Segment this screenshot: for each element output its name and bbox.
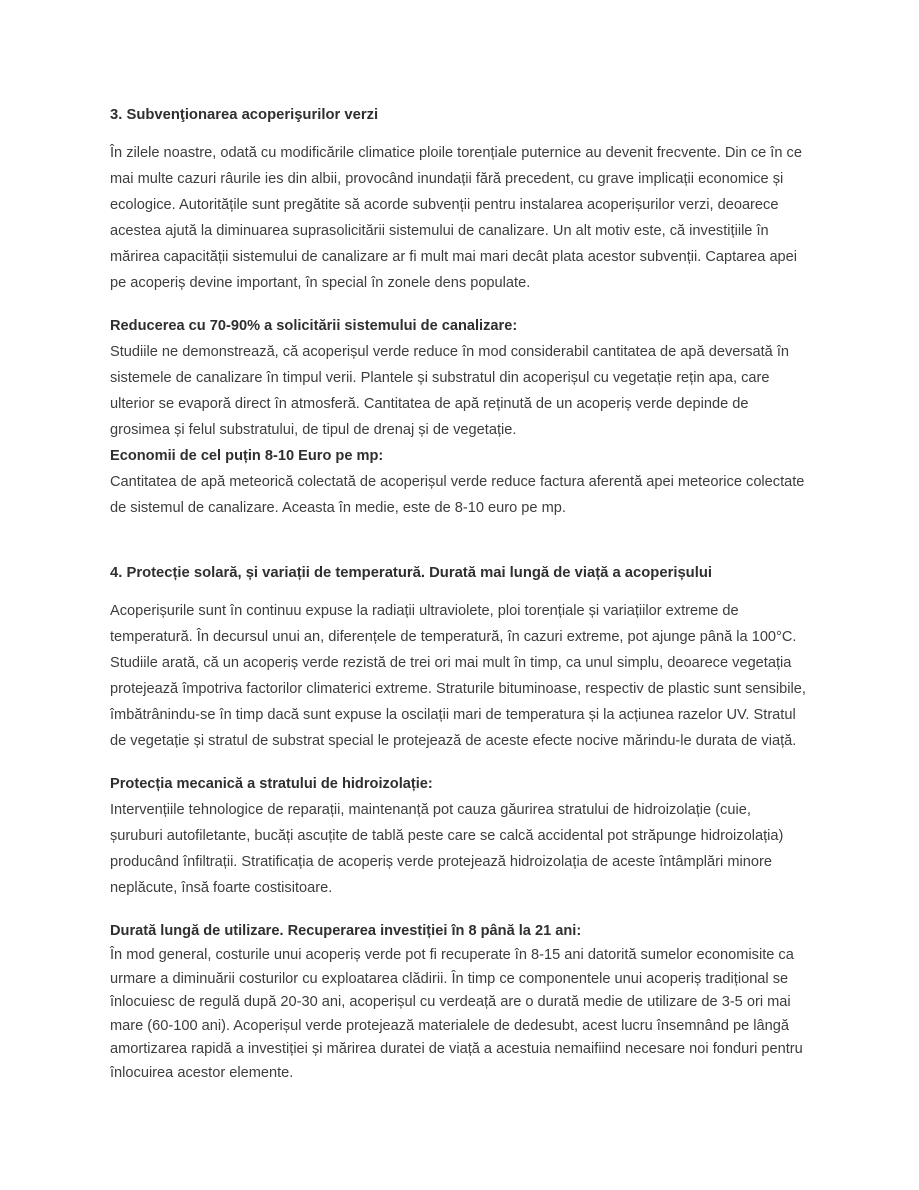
subsection-body: Studiile ne demonstrează, că acoperișul verde reduce în mod considerabil cantitatea de apă deversată în sistemele de canalizare în timpul verii. Plantele și substratul din acoperișul cu vegetație rețin apa, care ulterior se evaporă direct în atmosferă. Cantitatea de apă reținută de un acoperiș verde depinde de grosimea și felul substratului, de tipul de drenaj și de vegetație. <box>110 344 790 438</box>
subsection-reducere-canalizare <box>110 313 807 443</box>
section-protectie-solara <box>110 562 807 1085</box>
subsection-body: Intervențiile tehnologice de reparații, maintenanță pot cauza găurirea stratului de hidroizolație (cuie, șuruburi autofiletante, bucăți ascuțite de tablă peste care se calcă accidental pot străpunge hidroizolația) producând înfiltrații. Stratificația de acoperiș verde protejează hidroizolația de aceste întâmplări minore neplăcute, însă foarte costisitoare. <box>110 802 784 896</box>
subsection-title: Reducerea cu 70-90% a solicitării sistemului de canalizare: <box>110 318 518 334</box>
subsection-economii <box>110 443 807 521</box>
subsection-body: În mod general, costurile unui acoperiș verde pot fi recuperate în 8-15 ani datorită sumelor economisite ca urmare a diminuării costurilor cu exploatarea clădirii. În timp ce componentele unui acoperiș tradițional se înlocuiesc de regulă după 20-30 ani, acoperișul cu verdeață are o durată medie de utilizare de 3-5 ori mai mare (60-100 ani). Acoperișul verde protejează materialele de dedesubt, acest lucru însemnând pe lângă amortizarea rapidă a investiției și mărirea duratei de viață a acestuia nemaifiind necesare noi fonduri pentru înlocuirea acestor elemente. <box>110 947 803 1081</box>
subsection-durata-utilizare <box>110 918 807 1085</box>
section-4-heading: 4. Protecție solară, și variații de temperatură. Durată mai lungă de viață a acoperișului <box>110 565 712 581</box>
section-3-intro-paragraph: În zilele noastre, odată cu modificările climatice ploile torențiale puternice au devenit frecvente. Din ce în ce mai multe cazuri râurile ies din albii, provocând inundații fără precedent, cu grave implicații economice și ecologice. Autoritățile sunt pregătite să acorde subvenții pentru instalarea acoperișurilor verzi, deoarece acestea ajută la diminuarea suprasolicitării sistemului de canalizare. Un alt motiv este, că investițiile în mărirea capacității sistemului de canalizare ar fi mult mai mari decât plata acestor subvenții. Captarea apei pe acoperiș devine important, în special în zonele dens populate. <box>110 145 802 291</box>
subsection-protectie-mecanica <box>110 771 807 901</box>
subsection-title: Protecția mecanică a stratului de hidroizolație: <box>110 776 433 792</box>
section-3-heading: 3. Subvenţionarea acoperişurilor verzi <box>110 107 379 123</box>
subsection-title: Economii de cel puțin 8-10 Euro pe mp: <box>110 448 384 464</box>
section-4-intro-paragraph: Acoperișurile sunt în continuu expuse la radiații ultraviolete, ploi torențiale și variațiilor extreme de temperatură. În decursul unui an, diferențele de temperatură, în cazuri extreme, pot ajunge până la 100°C. Studiile arată, că un acoperiș verde rezistă de trei ori mai mult în timp, ca unul simplu, deoarece vegetația protejează împotriva factorilor climaterici extreme. Straturile bituminoase, respectiv de plastic sunt sensibile, îmbătrânindu-se în timp dacă sunt expuse la oscilații mari de temperatura și la acțiunea razelor UV. Stratul de vegetație și stratul de substrat special le protejează de aceste efecte nocive mărindu-le durata de viață. <box>110 603 806 749</box>
subsection-body: Cantitatea de apă meteorică colectată de acoperișul verde reduce factura aferentă apei meteorice colectate de sistemul de canalizare. Aceasta în medie, este de 8-10 euro pe mp. <box>110 474 805 516</box>
section-subventionare <box>110 104 807 521</box>
subsection-title: Durată lungă de utilizare. Recuperarea investiției în 8 până la 21 ani: <box>110 923 582 939</box>
